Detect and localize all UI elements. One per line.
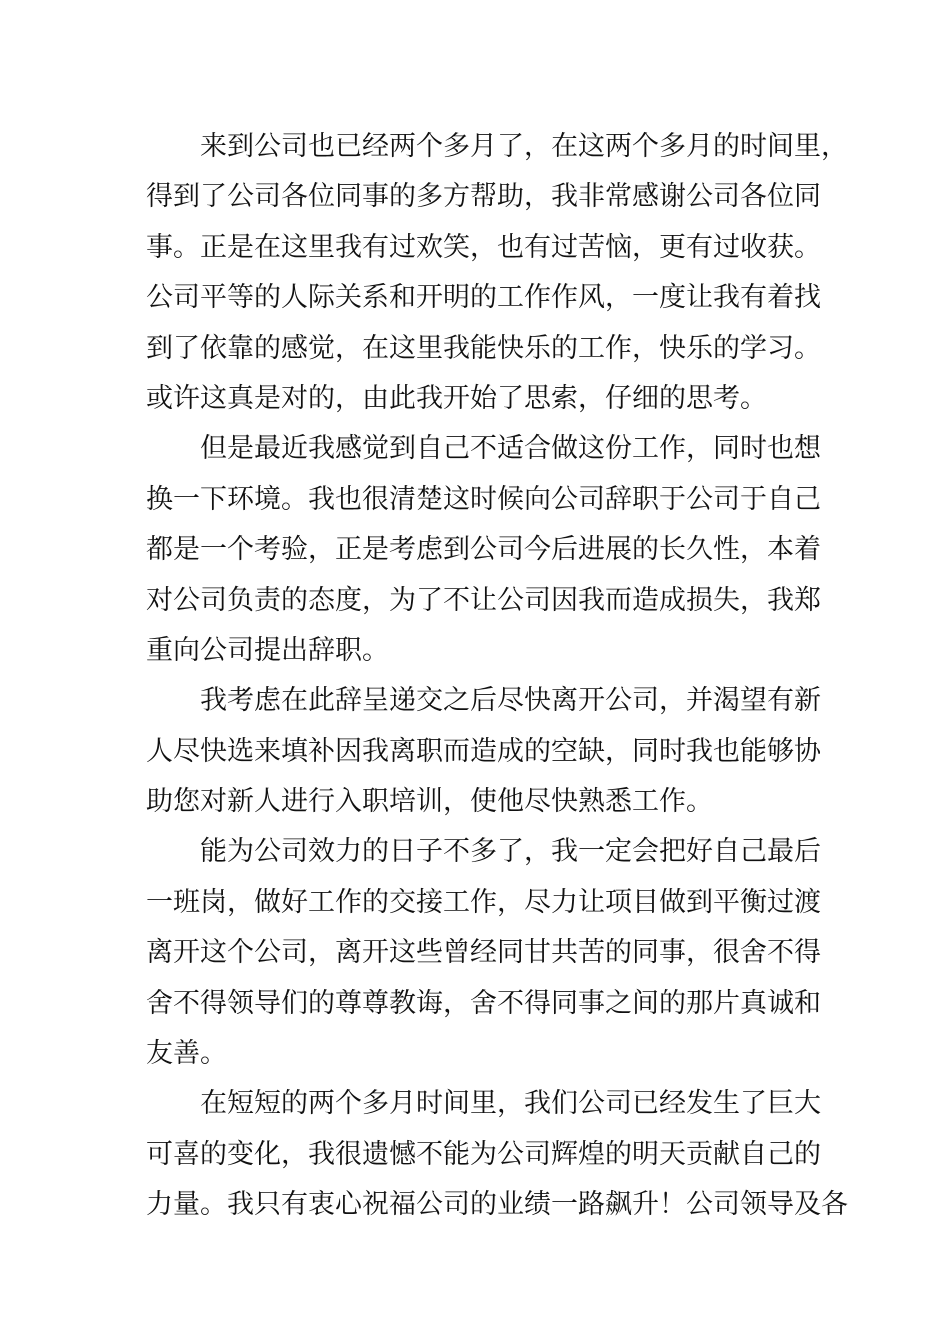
text-line: 事。正是在这里我有过欢笑，也有过苦恼，更有过收获。 [146,231,821,263]
text-line: 但是最近我感觉到自己不适合做这份工作，同时也想 [200,433,821,465]
text-line: 对公司负责的态度，为了不让公司因我而造成损失，我郑 [146,584,821,616]
text-line: 可喜的变化，我很遗憾不能为公司辉煌的明天贡献自己的 [146,1138,821,1170]
text-line: 在短短的两个多月时间里，我们公司已经发生了巨大 [200,1088,821,1120]
text-line: 力量。我只有衷心祝福公司的业绩一路飙升！公司领导及各 [146,1189,848,1221]
text-line: 公司平等的人际关系和开明的工作作风，一度让我有着找 [146,282,821,314]
text-line: 得到了公司各位同事的多方帮助，我非常感谢公司各位同 [146,181,821,213]
text-line: 换一下环境。我也很清楚这时候向公司辞职于公司于自己 [146,483,821,515]
text-line: 助您对新人进行入职培训，使他尽快熟悉工作。 [146,786,713,818]
text-line: 重向公司提出辞职。 [146,634,389,666]
text-line: 到了依靠的感觉，在这里我能快乐的工作，快乐的学习。 [146,332,821,364]
text-line: 能为公司效力的日子不多了，我一定会把好自己最后 [200,836,821,868]
text-line: 友善。 [146,1038,227,1070]
text-line: 舍不得领导们的尊尊教诲，舍不得同事之间的那片真诚和 [146,987,821,1019]
paragraph-3 [146,676,821,827]
text-line: 人尽快选来填补因我离职而造成的空缺，同时我也能够协 [146,735,821,767]
text-line: 来到公司也已经两个多月了，在这两个多月的时间里， [200,131,848,162]
paragraph-1 [146,122,848,424]
paragraph-5 [146,1079,848,1230]
text-line: 一班岗，做好工作的交接工作，尽力让项目做到平衡过渡 [146,886,821,918]
paragraph-4 [146,827,821,1079]
text-line: 离开这个公司，离开这些曾经同甘共苦的同事，很舍不得 [146,937,821,969]
document-body [146,122,848,1231]
text-line: 都是一个考验，正是考虑到公司今后进展的长久性，本着 [146,534,821,566]
text-line: 我考虑在此辞呈递交之后尽快离开公司，并渴望有新 [200,685,821,717]
text-line: 或许这真是对的，由此我开始了思索，仔细的思考。 [146,382,767,414]
paragraph-2 [146,424,821,676]
